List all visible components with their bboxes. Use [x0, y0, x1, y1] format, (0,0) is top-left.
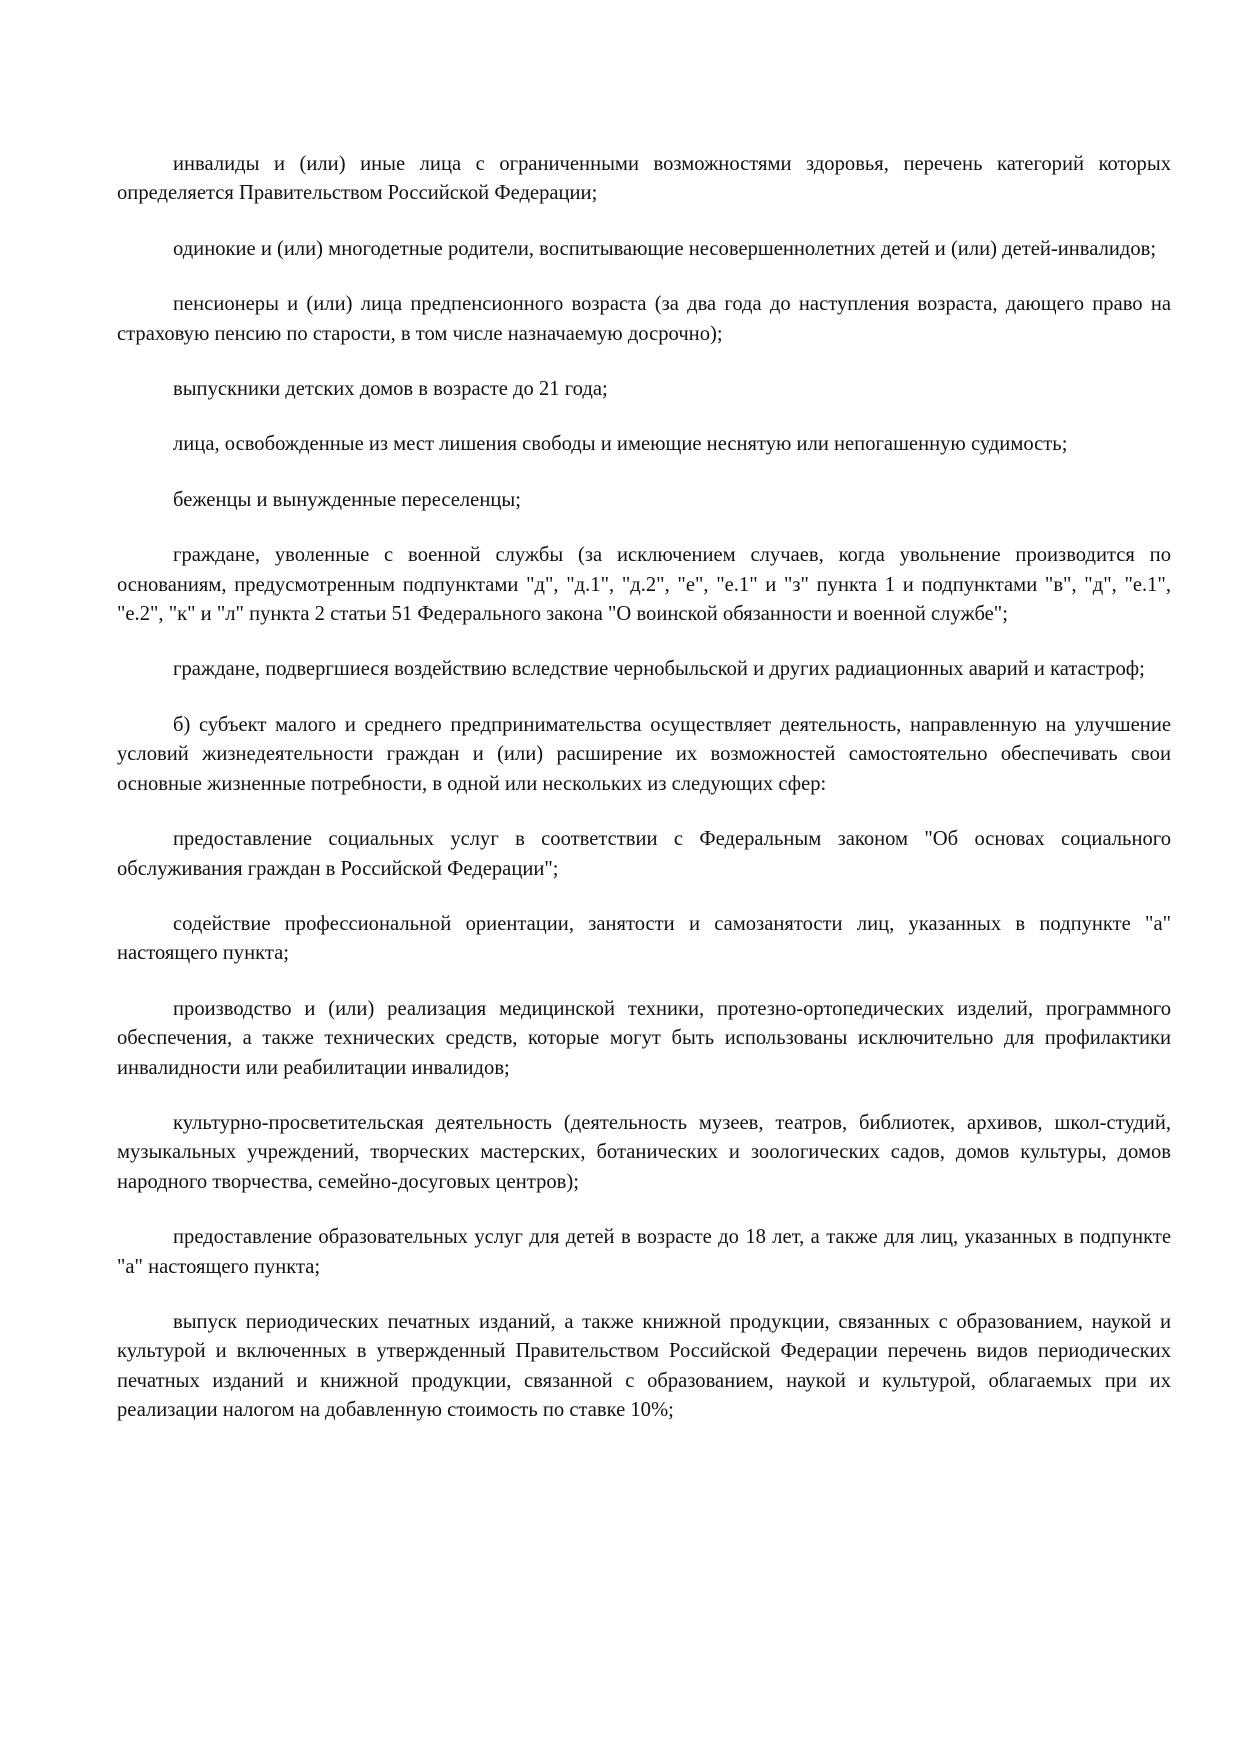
paragraph-employment-assistance: содействие профессиональной ориентации, занятости и самозанятости лиц, указанных в подпункте "а" настоящего пункта;	[117, 912, 1171, 965]
document-page	[117, 150, 1171, 1452]
paragraph-clause-b: б) субъект малого и среднего предпринимательства осуществляет деятельность, направленную на улучшение условий жизнедеятельности граждан и (или) расширение их возможностей самостоятельно обеспечивать свои основные жизненные потребности, в одной или нескольких из следующих сфер:	[117, 713, 1171, 795]
paragraph-released-prisoners: лица, освобожденные из мест лишения свободы и имеющие неснятую или непогашенную судимость;	[173, 433, 1068, 456]
paragraph-social-services: предоставление социальных услуг в соответствии с Федеральным законом "Об основах социального обслуживания граждан в Российской Федерации";	[117, 828, 1171, 880]
paragraph-educational-services: предоставление образовательных услуг для детей в возрасте до 18 лет, а также для лиц, указанных в подпункте "а" настоящего пункта;	[117, 1226, 1171, 1278]
paragraph-pensioners: пенсионеры и (или) лица предпенсионного возраста (за два года до наступления возраста, дающего право на страховую пенсию по старости, в том числе назначаемую досрочно);	[117, 293, 1171, 345]
paragraph-orphanage-graduates: выпускники детских домов в возрасте до 21 года;	[173, 378, 608, 401]
paragraph-medical-equipment: производство и (или) реализация медицинской техники, протезно-ортопедических изделий, программного обеспечения, а также технических средств, которые могут быть использованы исключительно для профилактики инвалидности или реабилитации инвалидов;	[117, 997, 1171, 1079]
paragraph-single-parents: одинокие и (или) многодетные родители, воспитывающие несовершеннолетних детей и (или) детей-инвалидов;	[173, 237, 1157, 260]
paragraph-refugees: беженцы и вынужденные переселенцы;	[173, 488, 521, 511]
paragraph-disabled-persons: инвалиды и (или) иные лица с ограниченными возможностями здоровья, перечень категорий которых определяется Правительством Российской Федерации;	[117, 153, 1171, 205]
paragraph-periodicals: выпуск периодических печатных изданий, а также книжной продукции, связанных с образованием, наукой и культурой и включенных в утвержденный Правительством Российской Федерации перечень видов периодических печатных изданий и книжной продукции, связанной с образованием, наукой и культурой, облагаемых при их реализации налогом на добавленную стоимость по ставке 10%;	[117, 1310, 1171, 1422]
paragraph-discharged-military: граждане, уволенные с военной службы (за исключением случаев, когда увольнение производится по основаниям, предусмотренным подпунктами "д", "д.1", "д.2", "е", "е.1" и "з" пункта 1 и подпунктами "в", "д", "е.1", "е.2", "к" и "л" пункта 2 статьи 51 Федерального закона "О воинской обязанности и военной службе";	[117, 544, 1171, 626]
paragraph-chernobyl-victims: граждане, подвергшиеся воздействию вследствие чернобыльской и других радиационных аварий и катастроф;	[173, 658, 1145, 681]
paragraph-cultural-activity: культурно-просветительская деятельность (деятельность музеев, театров, библиотек, архивов, школ-студий, музыкальных учреждений, творческих мастерских, ботанических и зоологических садов, домов культуры, домов народного творчества, семейно-досуговых центров);	[117, 1111, 1171, 1193]
